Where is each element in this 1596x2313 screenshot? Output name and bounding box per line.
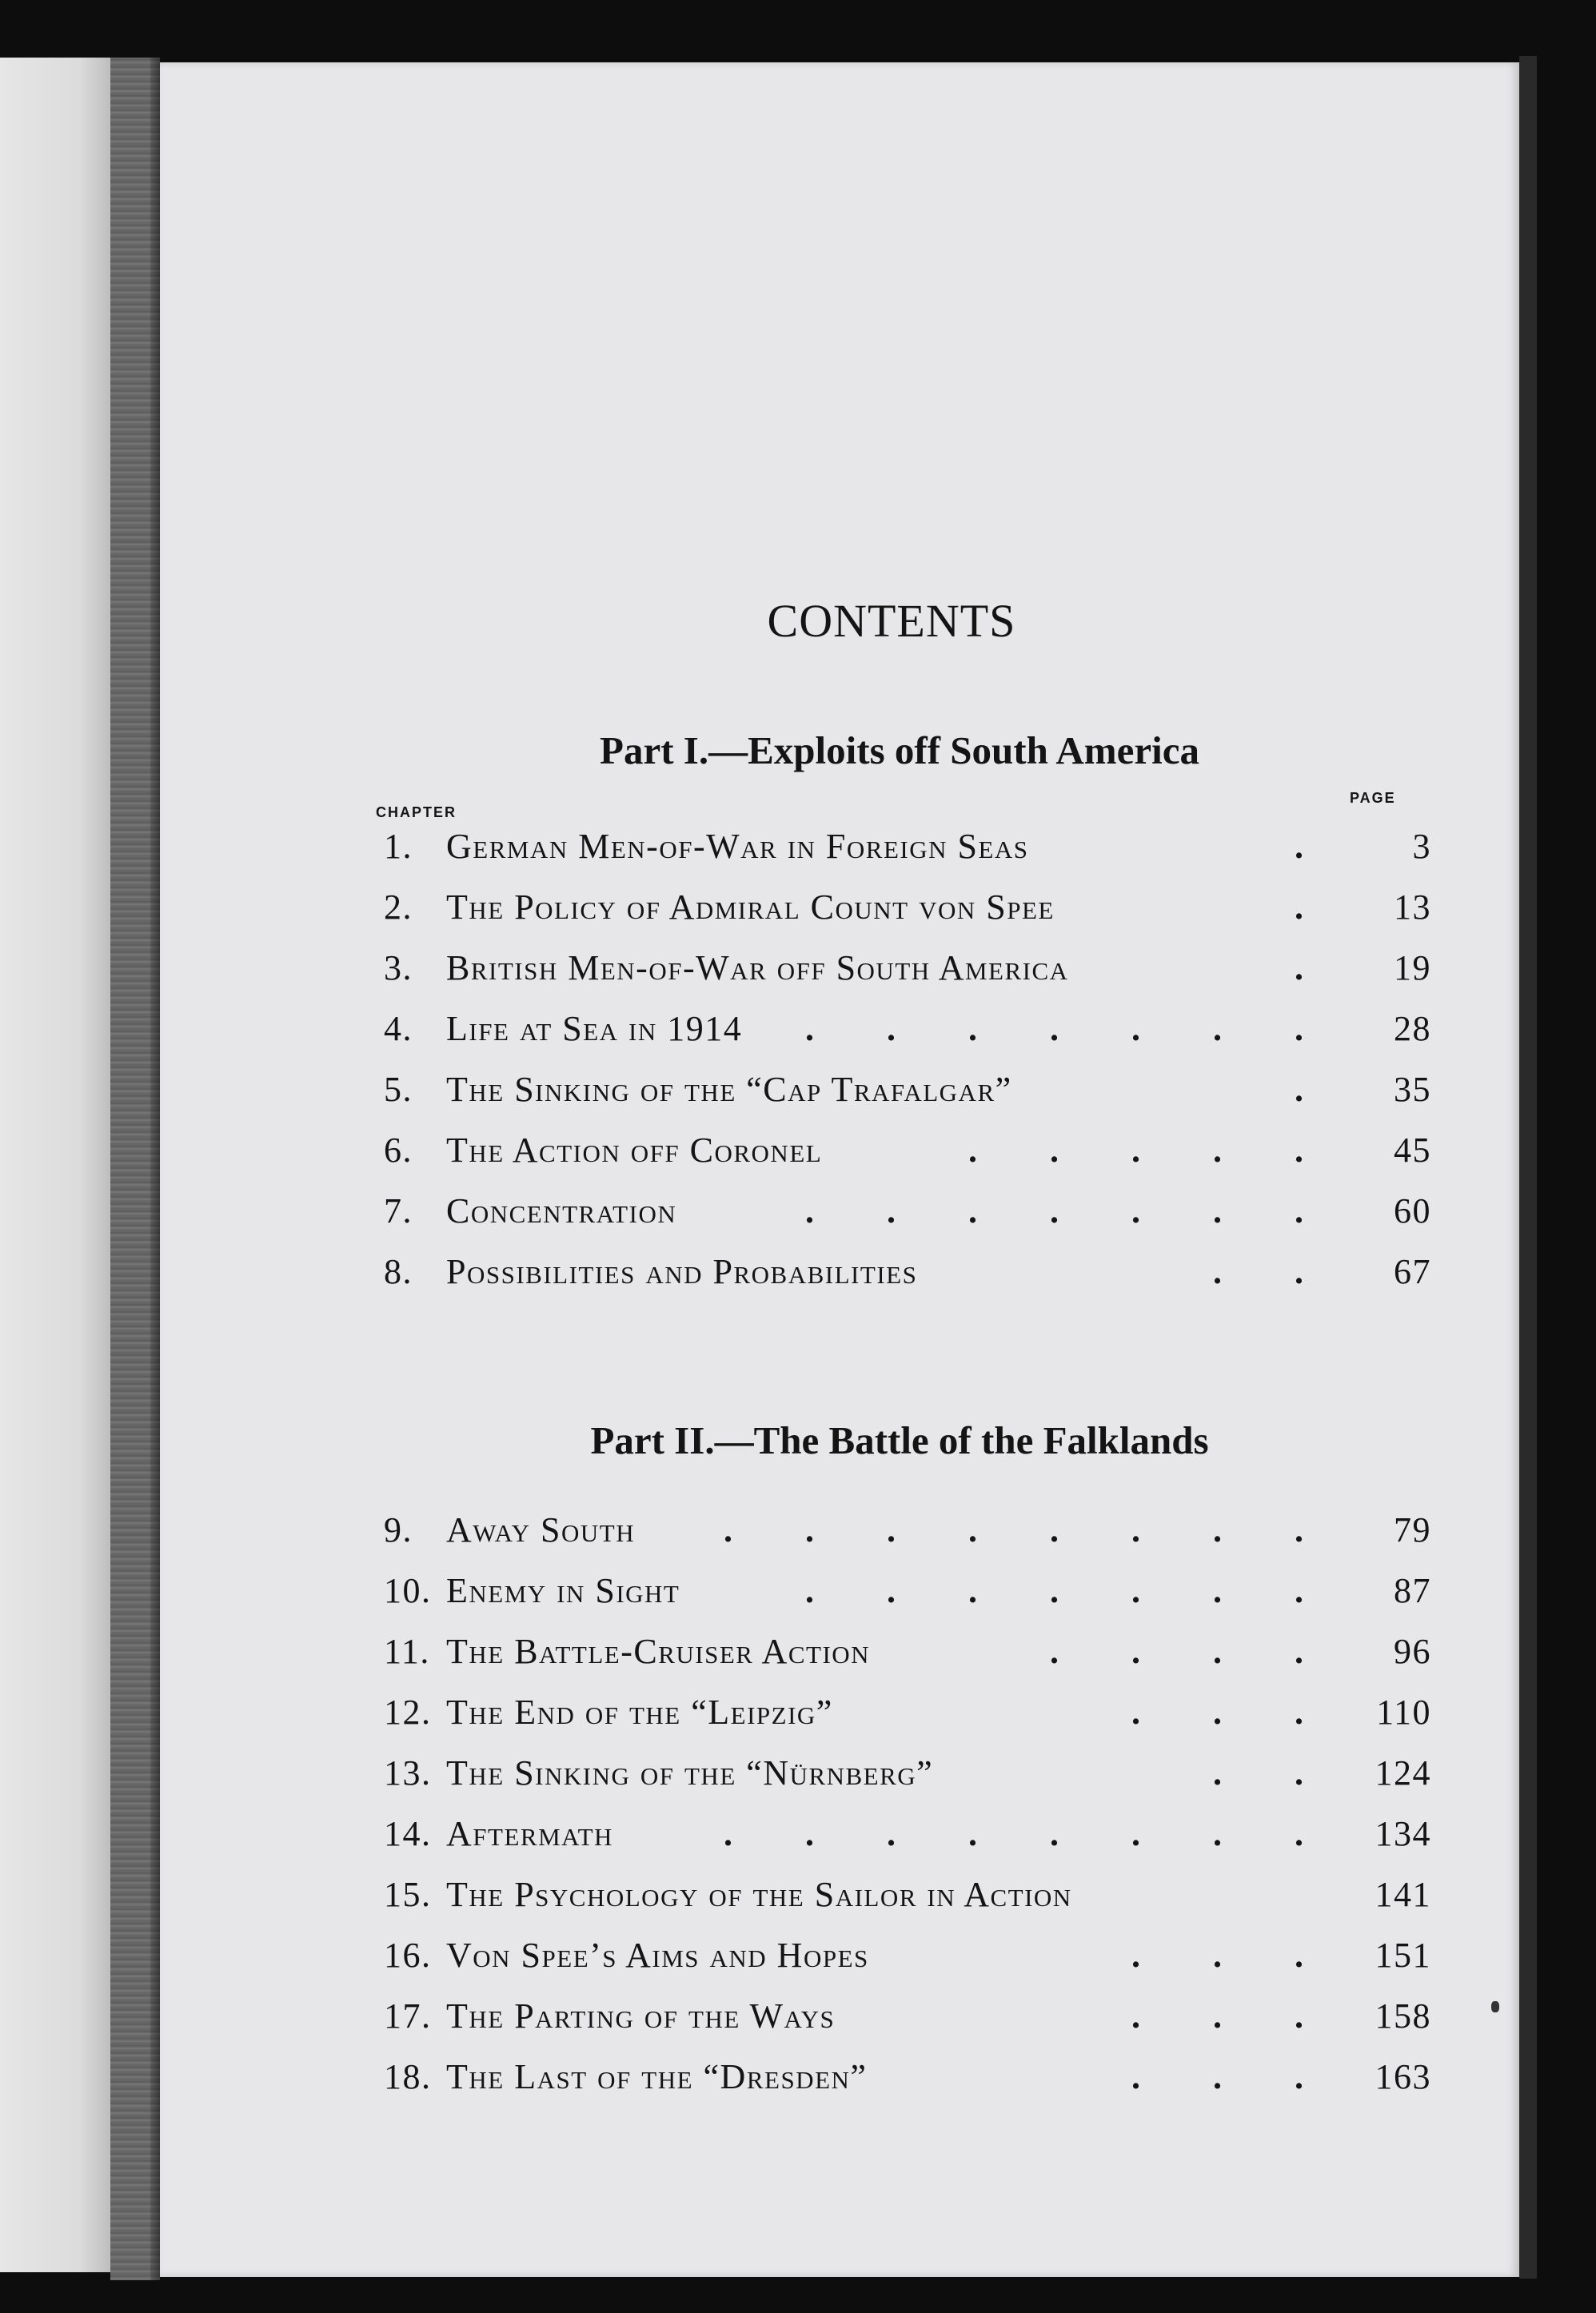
chapter-number: 7. (384, 1191, 413, 1230)
chapter-title: The Battle-Cruiser Action (446, 1632, 871, 1671)
chapter-row-10 (384, 1570, 1431, 1631)
chapter-title: The End of the “Leipzig” (446, 1693, 833, 1732)
chapter-number: 5. (384, 1070, 413, 1109)
chapter-row-3 (384, 947, 1431, 1008)
chapter-number: 13. (384, 1753, 432, 1793)
chapter-title: Enemy in Sight (446, 1571, 680, 1610)
chapter-number: 11. (384, 1632, 430, 1671)
leader-dots: . . . . . . . (805, 1009, 1335, 1048)
chapter-number: 9. (384, 1510, 413, 1549)
page-number: 19 (1394, 948, 1431, 987)
chapter-title: The Parting of the Ways (446, 1996, 836, 2036)
page-number: 3 (1412, 827, 1431, 866)
leader-dots: . . (1213, 1252, 1335, 1291)
chapter-number: 6. (384, 1131, 413, 1170)
part-1-chapter-list (384, 826, 1431, 1312)
page-number: 124 (1375, 1753, 1431, 1793)
chapter-row-5 (384, 1069, 1431, 1130)
page-column-label: PAGE (1350, 790, 1396, 806)
chapter-number: 8. (384, 1252, 413, 1291)
chapter-row-16 (384, 1935, 1431, 1996)
leader-dots: . (1295, 887, 1335, 927)
chapter-number: 4. (384, 1009, 413, 1048)
chapter-title: Von Spee’s Aims and Hopes (446, 1936, 869, 1975)
chapter-title: The Sinking of the “Cap Trafalgar” (446, 1070, 1012, 1109)
chapter-number: 3. (384, 948, 413, 987)
chapter-number: 1. (384, 827, 413, 866)
leader-dots: . . . (1131, 1693, 1335, 1732)
leader-dots: . (1295, 1070, 1335, 1109)
ink-speck (1491, 2001, 1499, 2012)
leader-dots: . . . . . . . (805, 1571, 1335, 1610)
chapter-row-2 (384, 887, 1431, 947)
chapter-title: The Action off Coronel (446, 1131, 823, 1170)
leader-dots: . . . . . . . (805, 1191, 1335, 1230)
chapter-title: Possibilities and Probabilities (446, 1252, 918, 1291)
page-number: 45 (1394, 1131, 1431, 1170)
page-title: CONTENTS (767, 595, 1016, 647)
leader-dots: . (1295, 827, 1335, 866)
leader-dots: . . . (1131, 2057, 1335, 2096)
chapter-row-17 (384, 1996, 1431, 2056)
chapter-row-15 (384, 1874, 1431, 1935)
page-number: 163 (1375, 2057, 1431, 2096)
page-number: 13 (1394, 887, 1431, 927)
facing-page-edge (0, 58, 112, 2272)
leader-dots: . (1295, 948, 1335, 987)
chapter-title: The Psychology of the Sailor in Action (446, 1875, 1072, 1914)
chapter-number: 15. (384, 1875, 432, 1914)
chapter-row-7 (384, 1190, 1431, 1251)
chapter-row-4 (384, 1008, 1431, 1069)
chapter-row-14 (384, 1813, 1431, 1874)
page-number: 60 (1394, 1191, 1431, 1230)
chapter-column-label: CHAPTER (376, 804, 457, 820)
page-number: 151 (1375, 1936, 1431, 1975)
leader-dots: . . (1213, 1753, 1335, 1793)
chapter-number: 14. (384, 1814, 432, 1853)
page-number: 141 (1375, 1875, 1431, 1914)
chapter-row-6 (384, 1130, 1431, 1190)
leader-dots: . . . . (1050, 1632, 1335, 1671)
page-number: 28 (1394, 1009, 1431, 1048)
contents-page (160, 62, 1519, 2277)
part-1-heading: Part I.—Exploits off South America (600, 728, 1199, 772)
leader-dots: . . . . . . . . (724, 1510, 1335, 1549)
chapter-row-9 (384, 1509, 1431, 1570)
chapter-number: 18. (384, 2057, 432, 2096)
chapter-title: The Sinking of the “Nürnberg” (446, 1753, 934, 1793)
leader-dots: . . . (1131, 1936, 1335, 1975)
chapter-row-8 (384, 1251, 1431, 1312)
chapter-title: Away South (446, 1510, 636, 1549)
chapter-number: 16. (384, 1936, 432, 1975)
chapter-title: The Last of the “Dresden” (446, 2057, 868, 2096)
page-number: 134 (1375, 1814, 1431, 1853)
page-number: 158 (1375, 1996, 1431, 2036)
page-right-edge (1519, 56, 1537, 2279)
chapter-title: Concentration (446, 1191, 677, 1230)
chapter-number: 10. (384, 1571, 432, 1610)
page-number: 79 (1394, 1510, 1431, 1549)
page-number: 67 (1394, 1252, 1431, 1291)
chapter-title: The Policy of Admiral Count von Spee (446, 887, 1055, 927)
chapter-row-1 (384, 826, 1431, 887)
page-number: 35 (1394, 1070, 1431, 1109)
chapter-title: British Men-of-War off South America (446, 948, 1069, 987)
leader-dots: . . . . . . . . (724, 1814, 1335, 1853)
chapter-row-12 (384, 1692, 1431, 1753)
chapter-number: 17. (384, 1996, 432, 2036)
chapter-title: Aftermath (446, 1814, 613, 1853)
part-2-chapter-list (384, 1509, 1431, 2117)
page-number: 87 (1394, 1571, 1431, 1610)
chapter-row-18 (384, 2056, 1431, 2117)
chapter-number: 2. (384, 887, 413, 927)
page-number: 96 (1394, 1632, 1431, 1671)
chapter-number: 12. (384, 1693, 432, 1732)
chapter-row-11 (384, 1631, 1431, 1692)
page-number: 110 (1376, 1693, 1431, 1732)
part-2-heading: Part II.—The Battle of the Falklands (590, 1418, 1209, 1462)
chapter-title: Life at Sea in 1914 (446, 1009, 743, 1048)
book-spine (110, 58, 160, 2280)
leader-dots: . . . . . (968, 1131, 1335, 1170)
leader-dots: . . . (1131, 1996, 1335, 2036)
chapter-title: German Men-of-War in Foreign Seas (446, 827, 1029, 866)
chapter-row-13 (384, 1753, 1431, 1813)
